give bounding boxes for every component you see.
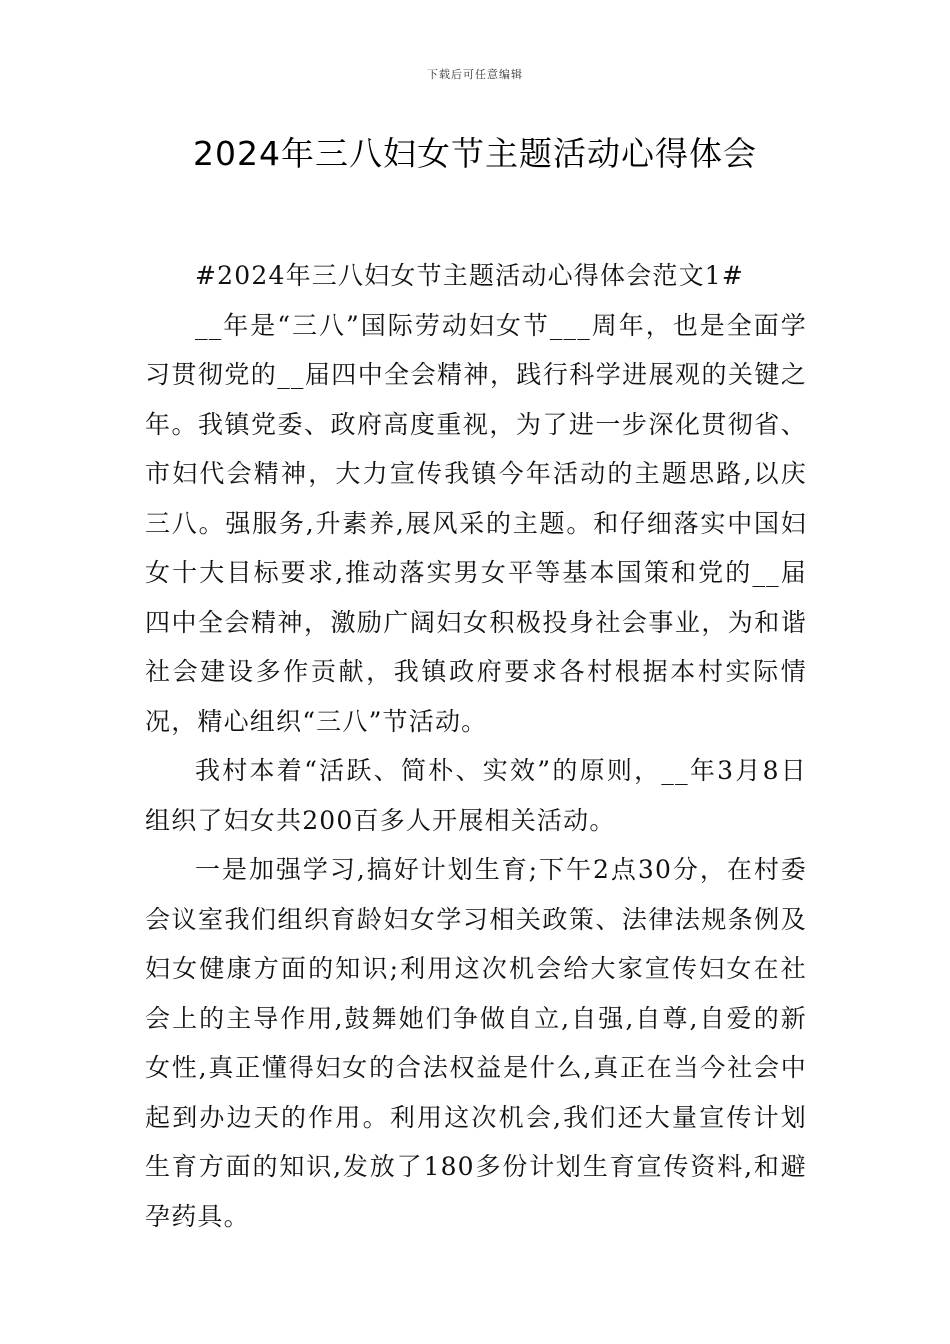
section-heading: #2024年三八妇女节主题活动心得体会范文1# (195, 261, 745, 290)
header-note: 下载后可任意编辑 (427, 68, 523, 81)
paragraph-study: 一是加强学习,搞好计划生育;下午2点30分，在村委会议室我们组织育龄妇女学习相关政策、法律法规条例及妇女健康方面的知识;利用这次机会给大家宣传妇女在社会上的主导作用,鼓舞她们争做自立,自强,自尊,自爱的新女性,真正懂得妇女的合法权益是什么,真正在当今社会中起到办边天的作用。利用这次机会,我们还大量宣传计划生育方面的知识,发放了180多份计划生育宣传资料,和避孕药具。 (145, 855, 807, 1231)
paragraph-principle: 我村本着“活跃、简朴、实效”的原则，__年3月8日组织了妇女共200百多人开展相关活动。 (145, 756, 807, 835)
document-body (145, 251, 807, 1241)
document-title: 2024年三八妇女节主题活动心得体会 (193, 134, 757, 173)
paragraph-intro: __年是“三八”国际劳动妇女节___周年，也是全面学习贯彻党的__届四中全会精神，践行科学进展观的关键之年。我镇党委、政府高度重视，为了进一步深化贯彻省、市妇代会精神，大力宣传我镇今年活动的主题思路,以庆三八。强服务,升素养,展风采的主题。和仔细落实中国妇女十大目标要求,推动落实男女平等基本国策和党的__届四中全会精神，激励广阔妇女积极投身社会事业，为和谐社会建设多作贡献，我镇政府要求各村根据本村实际情况，精心组织“三八”节活动。 (145, 310, 807, 736)
